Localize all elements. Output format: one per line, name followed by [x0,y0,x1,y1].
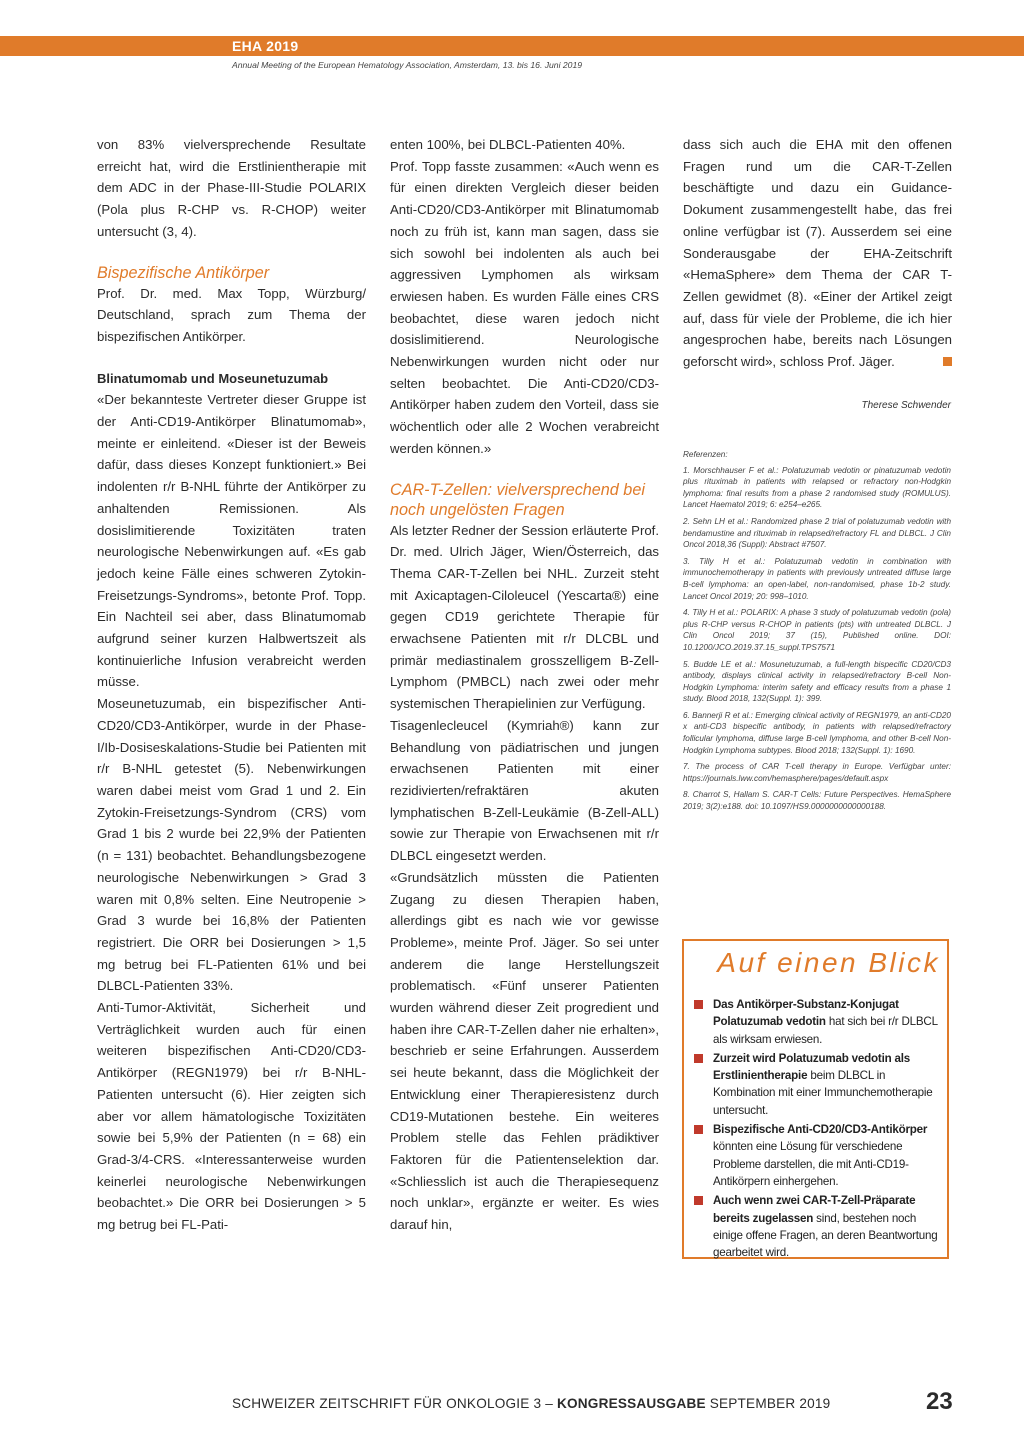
at-a-glance-item [694,996,940,1048]
paragraph: Moseunetuzumab, ein bispezifischer Anti-CD20/CD3-Antikörper, wurde in der Phase-I/Ib-Dosiseskalations-Studie bei Patienten mit r/r B-NHL getestet (5). Nebenwirkungen waren dabei meist vom Grad 1 und 2. Ein Zytokin-Freisetzungs-Syndrom (CRS) vom Grad 1 bis 2 wurde bei 22,9% der Patienten (n = 131) beobachtet. Behandlungsbezogene neurologische Nebenwirkungen > Grad 3 waren mit 0,8% selten. Eine Neutropenie > Grad 3 wurde bei 16,8% der Patienten registriert. Die ORR bei Dosierungen > 1,5 mg betrug bei FL-Patienten 61% und bei DLBCL-Patienten 33%. [97,696,366,994]
paragraph: Prof. Topp fasste zusammen: «Auch wenn es für einen direkten Vergleich dieser beiden Anti-CD20/CD3-Antikörper mit Blinatumomab noch zu früh ist, kann man sagen, dass sie sich sowohl bei indolenten als auch bei aggressiven Lymphomen als wirksam erwiesen haben. Es wurden Fälle eines CRS beobachtet, diese waren jedoch nicht dosislimitierend. Neurologische Nebenwirkungen wurden nicht oder nur selten beobachtet. Die Anti-CD20/CD3-Antikörper haben zudem den Vorteil, dass sie wöchentlich oder alle 2 Wochen verabreicht werden können.» [390,158,659,456]
at-a-glance-item [694,1050,940,1119]
header-bar [0,36,1024,56]
references-list [683,465,951,813]
reference-item: 7. The process of CAR T-cell therapy in Europe. Verfügbar unter: https://journals.lww.com/hemasphere/pages/default.aspx [683,762,951,783]
at-a-glance-item-bold: Auch wenn zwei CAR-T-Zell-Präparate bereits zugelassen [713,1194,916,1225]
paragraph: Als letzter Redner der Session erläuterte Prof. Dr. med. Ulrich Jäger, Wien/Österreich, das Thema CAR-T-Zellen bei NHL. Zurzeit steht mit Axicaptagen-Ciloleucel (Yescarta®) eine gegen CD19 gerichtete Therapie für erwachsene Patienten mit r/r DLCBL und primär mediastinalem grosszelligem B-Zell-Lymphom (PMBCL) nach zwei oder mehr systemischen Therapielinien zur Verfügung. [390,522,660,712]
reference-item: 6. Bannerji R et al.: Emerging clinical activity of REGN1979, an anti-CD20 x anti-CD3 bispecific antibody, in patients with relapsed/refractory follicular lymphoma, diffuse large B-cell lymphoma, and other B-cell Non-Hodgkin Lymphoma subtypes. Blood 2018; 132(Suppl. 1): 1690. [683,710,951,755]
section-heading: Bispezifische Antikörper [97,263,270,282]
reference-item: 4. Tilly H et al.: POLARIX: A phase 3 study of polatuzumab vedotin (pola) plus R-CHP versus R-CHOP in patients (pts) with untreated DLBCL. J Clin Oncol 2019; 37 (15), Published online. DOI: 10.1200/JCO.2019.37.15_suppl.TPS7571 [683,608,951,652]
end-mark-icon [943,357,952,366]
square-bullet-icon [694,1196,703,1205]
at-a-glance-item-text: hat sich bei r/r DLBCL als wirksam erwiesen. [713,1015,938,1046]
square-bullet-icon [694,1000,703,1009]
paragraph: enten 100%, bei DLBCL-Patienten 40%. [390,137,626,152]
at-a-glance-item-bold: Zurzeit wird Polatuzumab vedotin als Erstlinientherapie [713,1051,911,1083]
paragraph: Tisagenlecleucel (Kymriah®) kann zur Behandlung von pädiatrischen und jungen erwachsenen Patienten mit einer rezidivierten/refraktären akuten lymphatischen B-Zell-Leukämie (B-Zell-ALL) sowie zur Therapie von Erwachsenen mit r/r DLBCL eingesetzt werden. [390,717,659,864]
paragraph: von 83% vielversprechende Resultate erreicht hat, wird die Erstlinientherapie mit dem ADC in der Phase-III-Studie POLARIX (Pola plus R-CHP vs. R-CHOP) weiter untersucht (3, 4). [97,137,366,239]
paragraph-text: dass sich auch die EHA mit den offenen Fragen rund um die CAR-T-Zellen beschäftigte und dazu ein Guidance-Dokument zusammengestellt habe, das frei online verfügbar ist (7). Ausserdem sei eine Sonderausgabe der EHA-Zeitschrift «HemaSphere» dem Thema der CAR T-Zellen gewidmet (8). «Einer der Artikel zeigt auf, dass für viele der Probleme, die ich hier angesprochen habe, bereits nach Lösungen geforscht wird», schloss Prof. Jäger. [683,137,952,370]
paragraph: «Der bekannteste Vertreter dieser Gruppe ist der Anti-CD19-Antikörper Blinatumomab», meinte er einleitend. «Dieser ist der Beweis dafür, dass dieses Konzept funktioniert.» Bei indolenten r/r B-NHL führte der Antikörper zu anhaltenden Remissionen. Als dosislimitierende Toxizitäten traten neurologische Nebenwirkungen auf. «Es gab jedoch keine Fälle eines schweren Zytokin-Freisetzungs-Syndroms», betonte Prof. Topp. Ein Nachteil sei aber, dass Blinatumomab aufgrund seiner kurzen Halbwertszeit als kontinuierliche Infusion verabreicht werden müsse. [97,392,366,690]
at-a-glance-item [694,1121,940,1190]
journal-footer [232,1396,830,1411]
paragraph: «Grundsätzlich müssten die Patienten Zugang zu diesen Therapien haben, allerdings gibt es nach wie vor gewisse Probleme», meinte Prof. Jäger. So sei unter anderem die lange Herstellungszeit problematisch. «Fünf unserer Patienten wurden während dieser Zeit progredient und haben ihre CAR-T-Zellen daher nie erhalten», beschrieb er seine Erfahrungen. Ausserdem sei heute bekannt, dass die Möglichkeit der Entwicklung einer Therapieresistenz durch CD19-Mutationen bestehe. Ein weiteres Problem stelle das Fehlen prädiktiver Faktoren für die Patientenselektion dar. «Schliesslich ist auch die Therapiesequenz noch unklar», ergänzte er weiter. Es wies darauf hin, [390,869,659,1233]
reference-item: 3. Tilly H et al.: Polatuzumab vedotin in combination with immunochemotherapy in patients with previously untreated diffuse large B-cell lymphoma: an open-label, non-randomised, phase 1b-2 study. Lancet Oncol 2019; 20: 998–1010. [683,556,951,601]
at-a-glance-box [682,939,949,1259]
reference-item: 8. Charrot S, Hallam S. CAR-T Cells: Future Perspectives. HemaSphere 2019; 3(2):e188. doi: 10.1097/HS9.0000000000000188. [683,790,951,812]
footer-issue: SEPTEMBER 2019 [705,1396,831,1411]
footer-journal: SCHWEIZER ZEITSCHRIFT FÜR ONKOLOGIE 3 – [232,1396,557,1411]
square-bullet-icon [694,1054,703,1063]
author-name: Therese Schwender [861,400,951,411]
section-heading: CAR-T-Zellen: vielversprechend bei noch ungelösten Fragen [390,480,645,519]
at-a-glance-item-text: beim DLBCL in Kombination mit einer Immunchemotherapie untersucht. [713,1069,933,1117]
at-a-glance-list [694,996,940,1263]
article-column-1 [97,134,366,1236]
references [683,449,951,818]
at-a-glance-item-text: könnten eine Lösung für verschiedene Probleme darstellen, die mit Anti-CD19-Antikörpern einhergehen. [713,1140,909,1188]
reference-item: 1. Morschhauser F et al.: Polatuzumab vedotin or pinatuzumab vedotin plus rituximab in patients with relapsed or refractory non-Hodgkin lymphoma: final results from a phase 2 randomised study (ROMULUS). Lancet Haematol 2019; 6: e254–e265. [683,465,951,510]
page-number: 23 [926,1388,953,1415]
subsection-heading: Blinatumomab und Moseunetuzumab [97,370,329,386]
at-a-glance-item-bold: Das Antikörper-Substanz-Konjugat Polatuzumab vedotin [713,998,899,1029]
at-a-glance-item [694,1192,940,1261]
article-column-2 [390,134,659,1236]
references-heading: Referenzen: [683,450,728,459]
paragraph [683,134,952,373]
paragraph: Anti-Tumor-Aktivität, Sicherheit und Verträglichkeit wurden auch für einen weiteren bispezifischen Anti-CD20/CD3-Antikörper (REGN1979) bei r/r B-NHL- Patienten untersucht (6). Hier zeigten sich aber vor allem hämatologische Toxizitäten sowie bei 5,9% der Patienten (n = 68) ein Grad-3/4-CRS. «Interessanterweise wurden keinerlei neurologische Nebenwirkungen beobachtet.» Die ORR bei Dosierungen > 5 mg betrug bei FL-Pati- [97,1000,366,1233]
reference-item: 2. Sehn LH et al.: Randomized phase 2 trial of polatuzumab vedotin with bendamustine and rituximab in relapsed/refractory FL and DLBCL. J Clin Oncol 2018,36 (Suppl): Abstract #7507. [683,516,951,550]
header-subtitle: Annual Meeting of the European Hematology Association, Amsterdam, 13. bis 16. Juni 2019 [232,60,583,70]
square-bullet-icon [694,1125,703,1134]
at-a-glance-item-bold: Bispezifische Anti-CD20/CD3-Antikörper [713,1123,928,1137]
footer-issue-bold: KONGRESSAUSGABE [556,1396,706,1411]
reference-item: 5. Budde LE et al.: Mosunetuzumab, a full-length bispecific CD20/CD3 antibody, displays clinical activity in relapsed/refractory B-cell Non-Hodgkin Lymphoma: interim safety and efficacy results from a phase 1 study. Blood 2018, 132(Suppl. 1): 399. [683,659,951,704]
at-a-glance-item-text: sind, bestehen noch einige offene Fragen, an deren Beantwortung gearbeitet wird. [713,1211,938,1260]
header-title: EHA 2019 [232,38,299,54]
paragraph: Prof. Dr. med. Max Topp, Würzburg/ Deutschland, sprach zum Thema der bispezifischen Antikörper. [97,285,366,344]
article-column-3 [683,134,952,373]
at-a-glance-title: Auf einen Blick [717,947,940,978]
